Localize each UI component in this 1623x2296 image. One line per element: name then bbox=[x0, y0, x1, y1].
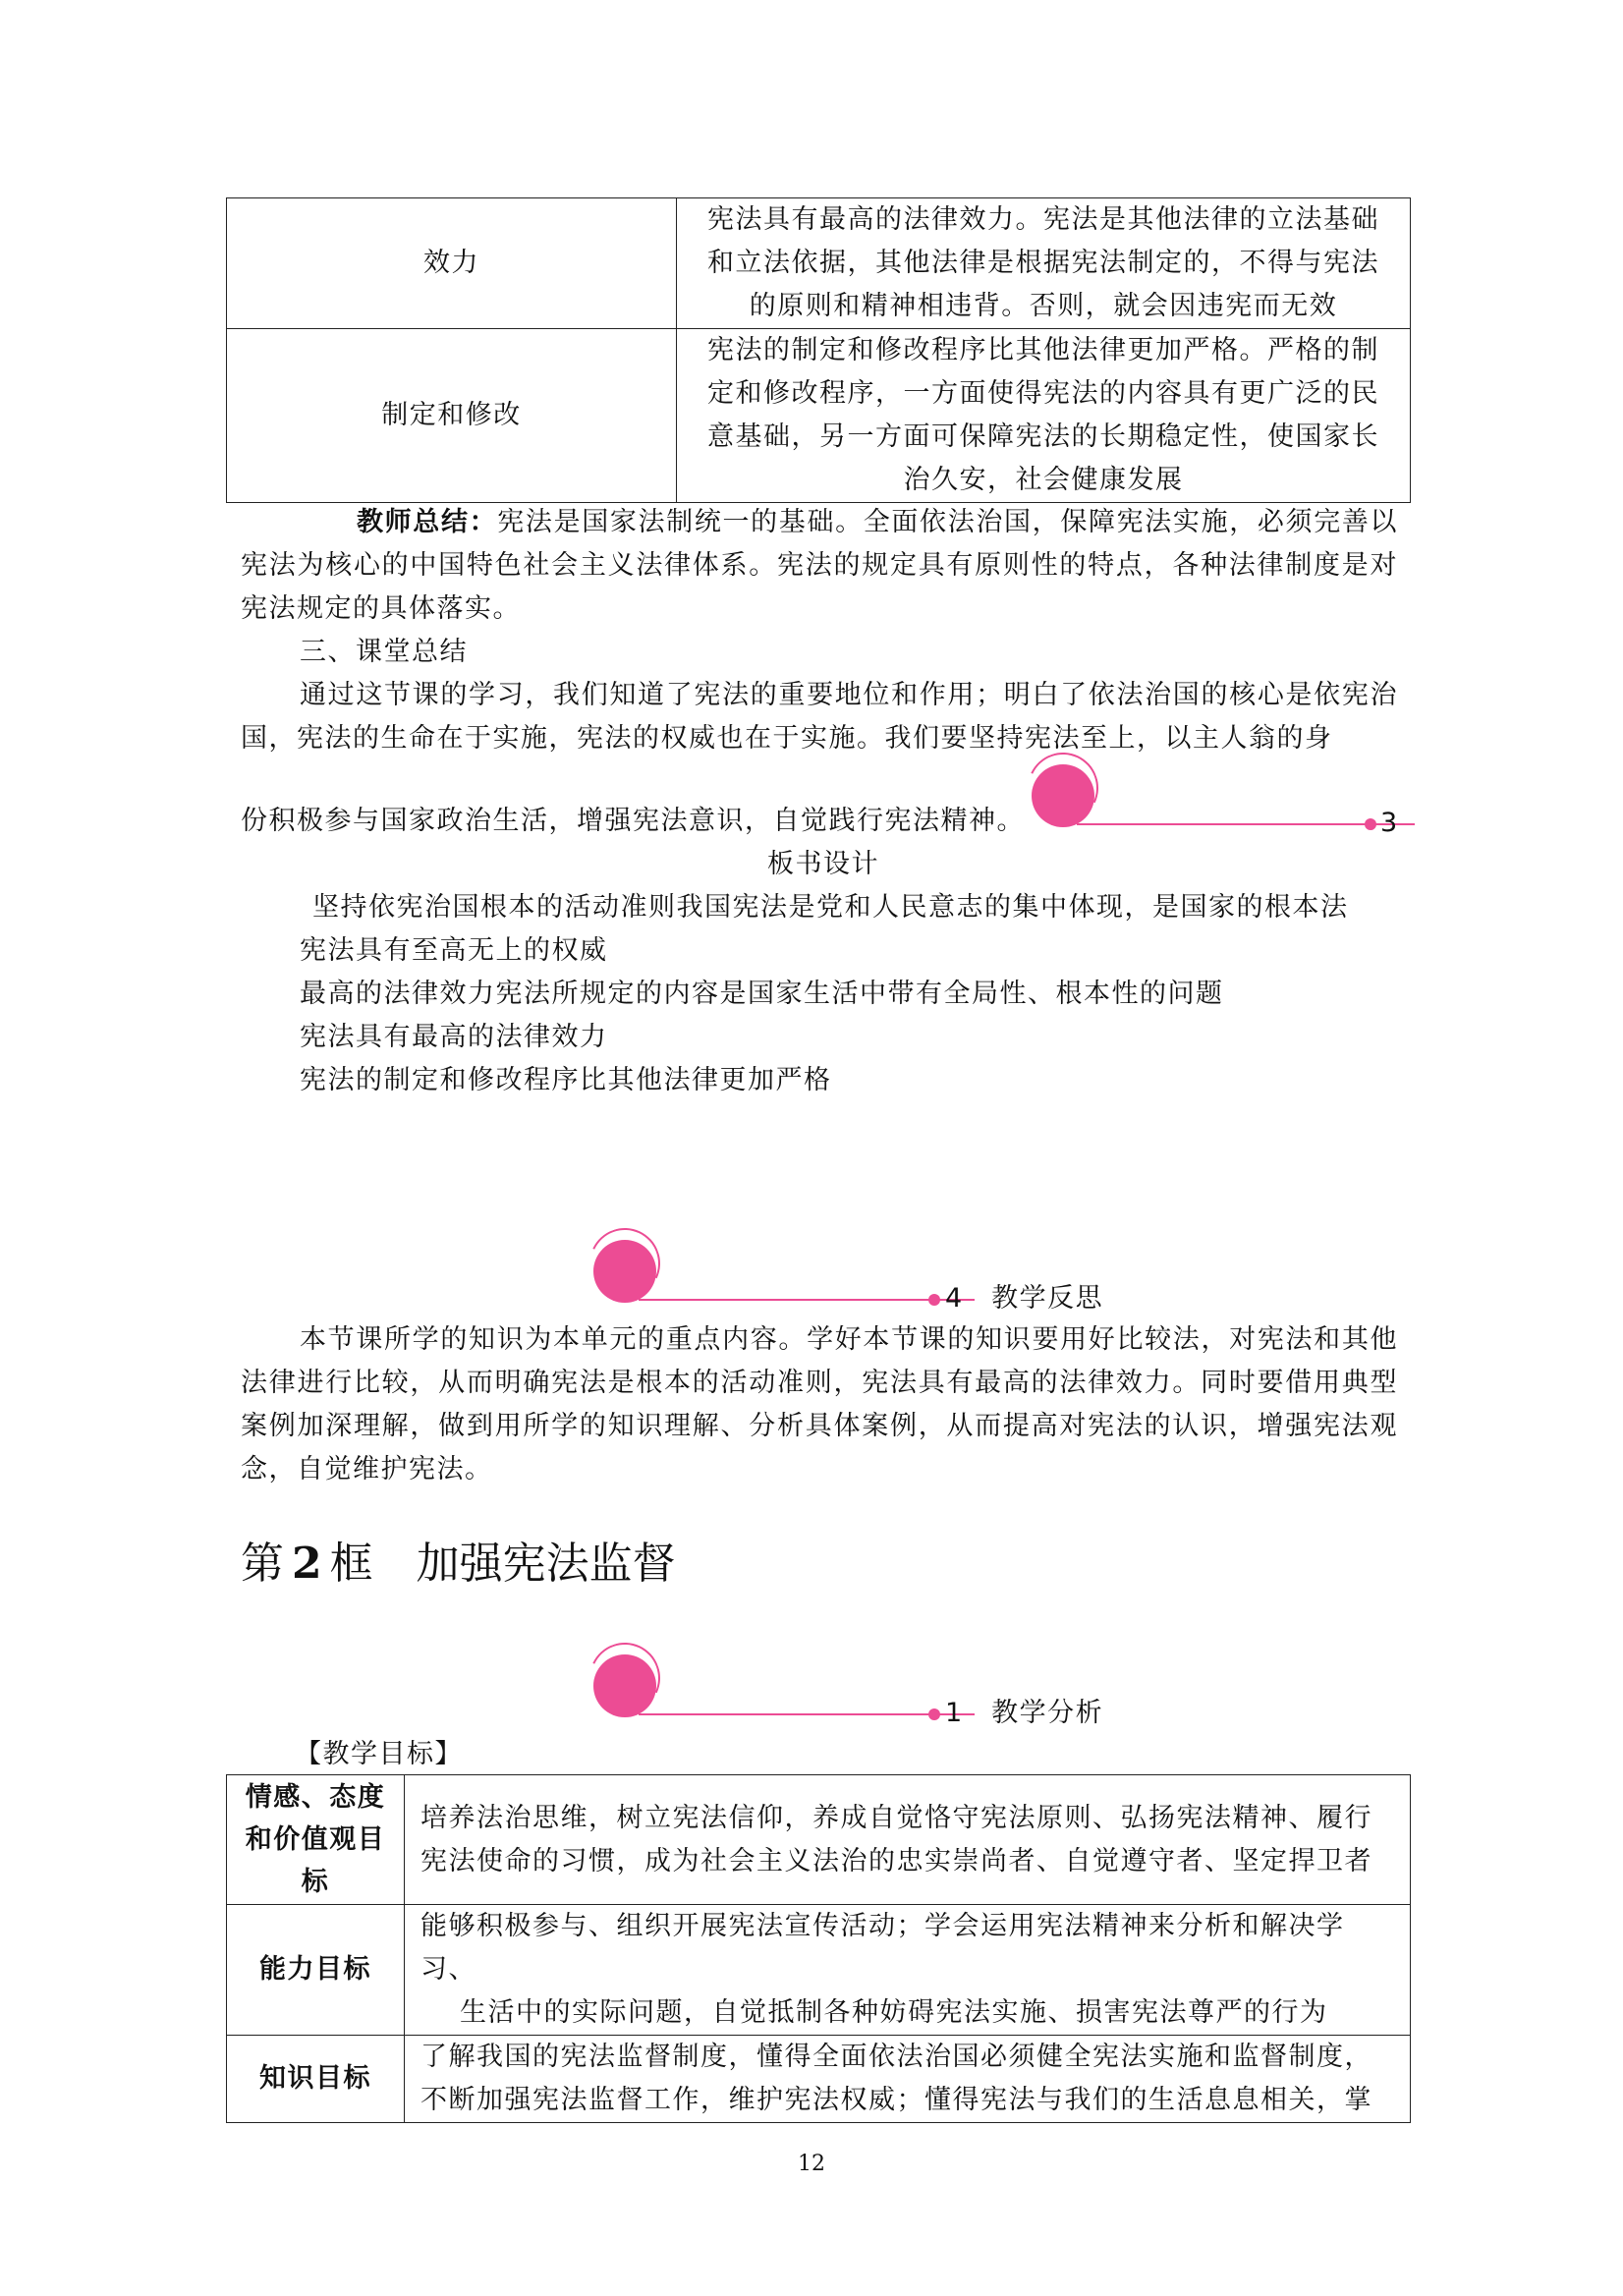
comparison-table bbox=[226, 197, 1411, 503]
board-line: 最高的法律效力宪法所规定的内容是国家生活中带有全局性、根本性的问题 bbox=[300, 979, 1224, 1009]
board-line: 宪法具有最高的法律效力 bbox=[300, 1022, 608, 1052]
goal-label-line: 能力目标 bbox=[259, 1954, 371, 1985]
cell-line: 宪法具有最高的法律效力。宪法是其他法律的立法基础 bbox=[707, 204, 1379, 235]
marker-dot-icon bbox=[928, 1708, 940, 1720]
goal-label-line: 标 bbox=[301, 1867, 330, 1897]
table-cell-content bbox=[677, 329, 1411, 503]
marker-line bbox=[639, 1713, 975, 1715]
page-number: 12 bbox=[798, 2152, 825, 2176]
goal-text-line: 能够积极参与、组织开展宪法宣传活动；学会运用宪法精神来分析和解决学习、 bbox=[420, 1911, 1345, 1985]
heading-title: 框 加强宪法监督 bbox=[329, 1539, 676, 1589]
table-cell-content bbox=[677, 198, 1411, 329]
board-line: 坚持依宪治国根本的活动准则我国宪法是党和人民意志的集中体现，是国家的根本法 bbox=[312, 892, 1349, 923]
table-cell-label: 制定和修改 bbox=[227, 329, 677, 503]
heading-prefix: 第 bbox=[241, 1539, 284, 1589]
goal-text-line: 生活中的实际问题，自觉抵制各种妨碍宪法实施、损害宪法尊严的行为 bbox=[460, 1997, 1328, 2028]
table-row bbox=[227, 1905, 1411, 2036]
goal-text-line: 培养法治思维，树立宪法信仰，养成自觉恪守宪法原则、弘扬宪法精神、履行 bbox=[420, 1802, 1372, 1833]
section-heading bbox=[241, 1535, 676, 1594]
table-row bbox=[227, 329, 1411, 503]
marker-dot-icon bbox=[928, 1294, 940, 1306]
goal-text-line: 不断加强宪法监督工作，维护宪法权威；懂得宪法与我们的生活息息相关，掌 bbox=[420, 2085, 1372, 2115]
marker-label: 1 教学分析 bbox=[945, 1698, 1104, 1728]
goal-label bbox=[227, 1905, 405, 2036]
cell-line: 和立法依据，其他法律是根据宪法制定的，不得与宪法 bbox=[707, 248, 1379, 278]
goal-text bbox=[405, 1775, 1411, 1905]
board-line: 宪法的制定和修改程序比其他法律更加严格 bbox=[300, 1065, 832, 1095]
goal-label bbox=[227, 1775, 405, 1905]
cell-line: 意基础，另一方面可保障宪法的长期稳定性，使国家长 bbox=[707, 421, 1379, 452]
table-cell-label: 效力 bbox=[227, 198, 677, 329]
class-summary-heading: 三、课堂总结 bbox=[300, 637, 468, 667]
cell-line: 的原则和精神相违背。否则，就会因违宪而无效 bbox=[749, 291, 1338, 321]
marker-number: 3 bbox=[1380, 808, 1399, 838]
goal-label-line: 情感、态度 bbox=[245, 1782, 386, 1813]
reflection-text: 本节课所学的知识为本单元的重点内容。学好本节课的知识要用好比较法，对宪法和其他法律进行比较，从而明确宪法是根本的活动准则，宪法具有最高的法律效力。同时要借用典型案例加深理解，做到用所学的知识理解、分析具体案例，从而提高对宪法的认识，增强宪法观念，自觉维护宪法。 bbox=[241, 1324, 1398, 1484]
marker-circle-icon bbox=[1032, 764, 1094, 827]
marker-dot-icon bbox=[1365, 818, 1376, 830]
goal-text bbox=[405, 2036, 1411, 2123]
cell-line: 治久安，社会健康发展 bbox=[903, 465, 1184, 495]
goal-label-line: 知识目标 bbox=[259, 2063, 371, 2094]
marker-circle-icon bbox=[593, 1654, 656, 1717]
class-summary-text-cont: 份积极参与国家政治生活，增强宪法意识，自觉践行宪法精神。 bbox=[241, 806, 1025, 836]
goal-text bbox=[405, 1905, 1411, 2036]
table-row bbox=[227, 1775, 1411, 1905]
marker-circle-icon bbox=[593, 1240, 656, 1303]
teacher-summary-label: 教师总结： bbox=[357, 507, 498, 537]
goal-text-line: 了解我国的宪法监督制度，懂得全面依法治国必须健全宪法实施和监督制度， bbox=[420, 2042, 1372, 2072]
board-line: 宪法具有至高无上的权威 bbox=[300, 935, 608, 966]
cell-line: 定和修改程序，一方面使得宪法的内容具有更广泛的民 bbox=[707, 378, 1379, 409]
class-summary-text: 通过这节课的学习，我们知道了宪法的重要地位和作用；明白了依法治国的核心是依宪治国，宪法的生命在于实施，宪法的权威也在于实施。我们要坚持宪法至上，以主人翁的身 bbox=[241, 680, 1398, 754]
heading-number: 2 bbox=[292, 1539, 322, 1589]
goal-label bbox=[227, 2036, 405, 2123]
marker-label: 4 教学反思 bbox=[945, 1283, 1104, 1314]
cell-line: 宪法的制定和修改程序比其他法律更加严格。严格的制 bbox=[707, 335, 1379, 365]
marker-line bbox=[639, 1299, 975, 1301]
goal-text-line: 宪法使命的习惯，成为社会主义法治的忠实崇尚者、自觉遵守者、坚定捍卫者 bbox=[420, 1845, 1372, 1876]
goals-table bbox=[226, 1774, 1411, 2123]
board-title: 板书设计 bbox=[767, 849, 879, 879]
teacher-summary bbox=[241, 501, 1398, 631]
goals-heading: 【教学目标】 bbox=[295, 1739, 463, 1769]
table-row bbox=[227, 198, 1411, 329]
goal-label-line: 和价值观目 bbox=[245, 1824, 386, 1855]
teacher-summary-text: 宪法是国家法制统一的基础。全面依法治国，保障宪法实施，必须完善以宪法为核心的中国特色社会主义法律体系。宪法的规定具有原则性的特点，各种法律制度是对宪法规定的具体落实。 bbox=[241, 507, 1399, 624]
table-row bbox=[227, 2036, 1411, 2123]
